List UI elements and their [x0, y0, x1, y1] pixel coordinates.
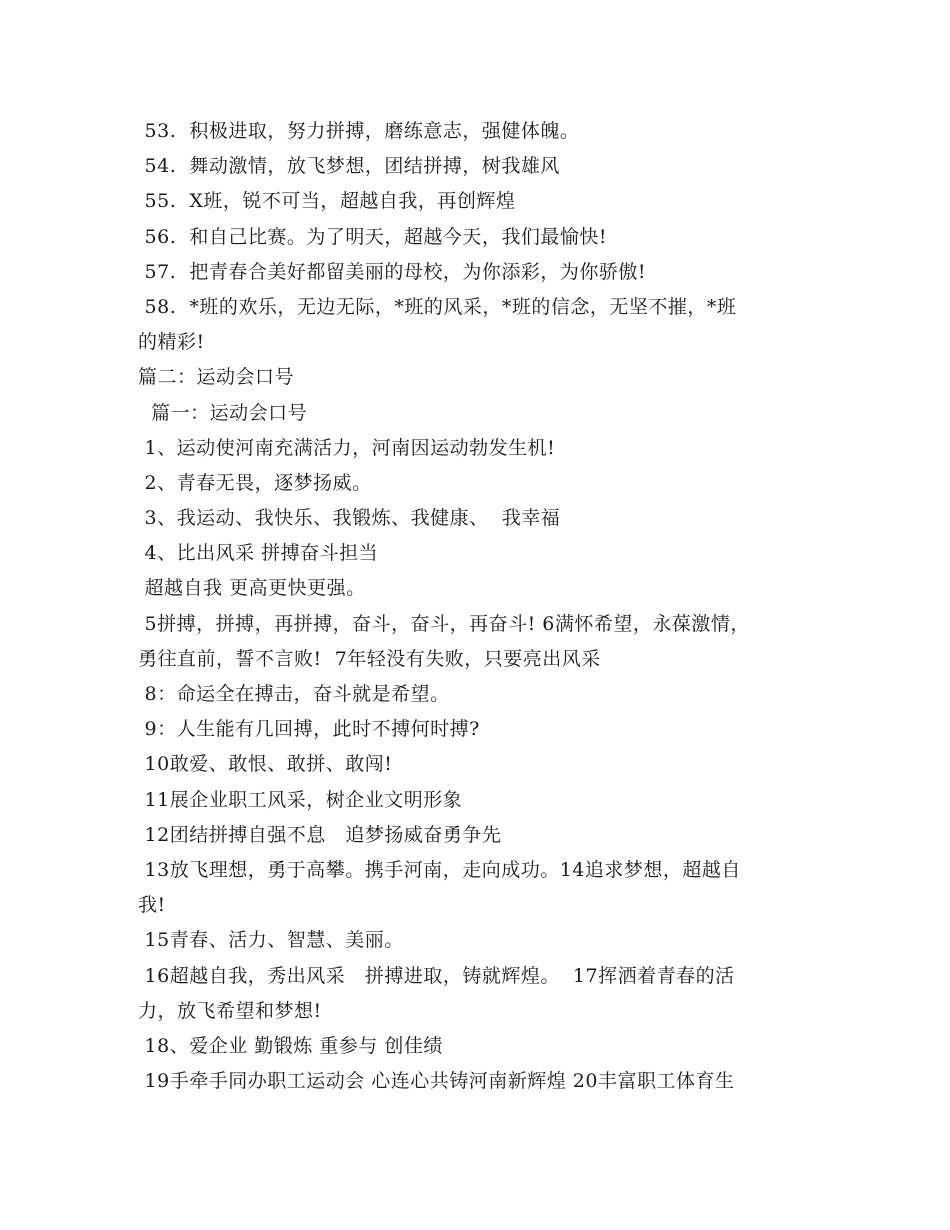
text-line: 10敢爱、敢恨、敢拼、敢闯! [138, 753, 393, 776]
text-line: 超越自我 更高更快更强。 [138, 577, 366, 600]
text-line: 我! [138, 894, 166, 917]
text-line: 53. 积极进取，努力拼搏，磨练意志，强健体魄。 [138, 120, 580, 142]
section-heading: 篇一：运动会口号 [138, 401, 308, 424]
text-line: 3、我运动、我快乐、我锻炼、我健康、 我幸福 [138, 507, 561, 530]
text-line: 勇往直前，誓不言败! 7年轻没有失败，只要亮出风采 [138, 647, 601, 670]
document-body [138, 114, 838, 1099]
text-line: 15青春、活力、智慧、美丽。 [138, 929, 404, 952]
text-line: 57. 把青春合美好都留美丽的母校，为你添彩，为你骄傲! [138, 260, 646, 283]
text-line: 11展企业职工风采，树企业文明形象 [138, 788, 463, 811]
text-line: 18、爱企业 勤锻炼 重参与 创佳绩 [138, 1034, 443, 1057]
text-line: 的精彩! [138, 331, 205, 354]
text-line: 2、青春无畏，逐梦扬威。 [138, 471, 372, 494]
text-line: 4、比出风采 拼搏奋斗担当 [138, 542, 379, 565]
text-line: 1、运动使河南充满活力，河南因运动勃发生机! [138, 436, 556, 459]
text-line: 58. *班的欢乐，无边无际，*班的风采，*班的信念，无坚不摧，*班 [138, 295, 737, 318]
text-line: 55. X班，锐不可当，超越自我，再创辉煌 [138, 190, 516, 213]
text-line: 12团结拼搏自强不息 追梦扬威奋勇争先 [138, 823, 502, 846]
text-line: 54. 舞动激情，放飞梦想，团结拼搏，树我雄风 [138, 155, 560, 178]
section-heading: 篇二：运动会口号 [138, 366, 295, 389]
text-line: 5拼搏，拼搏，再拼搏，奋斗，奋斗，再奋斗! 6满怀希望，永葆激情， [138, 612, 750, 635]
text-line: 16超越自我，秀出风采 拼搏进取，铸就辉煌。 17挥洒着青春的活 [138, 964, 735, 987]
text-line: 9：人生能有几回搏，此时不搏何时搏? [138, 718, 480, 741]
text-line: 8：命运全在搏击，奋斗就是希望。 [138, 683, 450, 705]
text-line: 13放飞理想，勇于高攀。携手河南，走向成功。14追求梦想，超越自 [138, 858, 741, 881]
text-line: 19手牵手同办职工运动会 心连心共铸河南新辉煌 20丰富职工体育生 [138, 1070, 735, 1093]
text-line: 56. 和自己比赛。为了明天，超越今天，我们最愉快! [138, 225, 607, 248]
text-line: 力，放飞希望和梦想! [138, 999, 322, 1022]
